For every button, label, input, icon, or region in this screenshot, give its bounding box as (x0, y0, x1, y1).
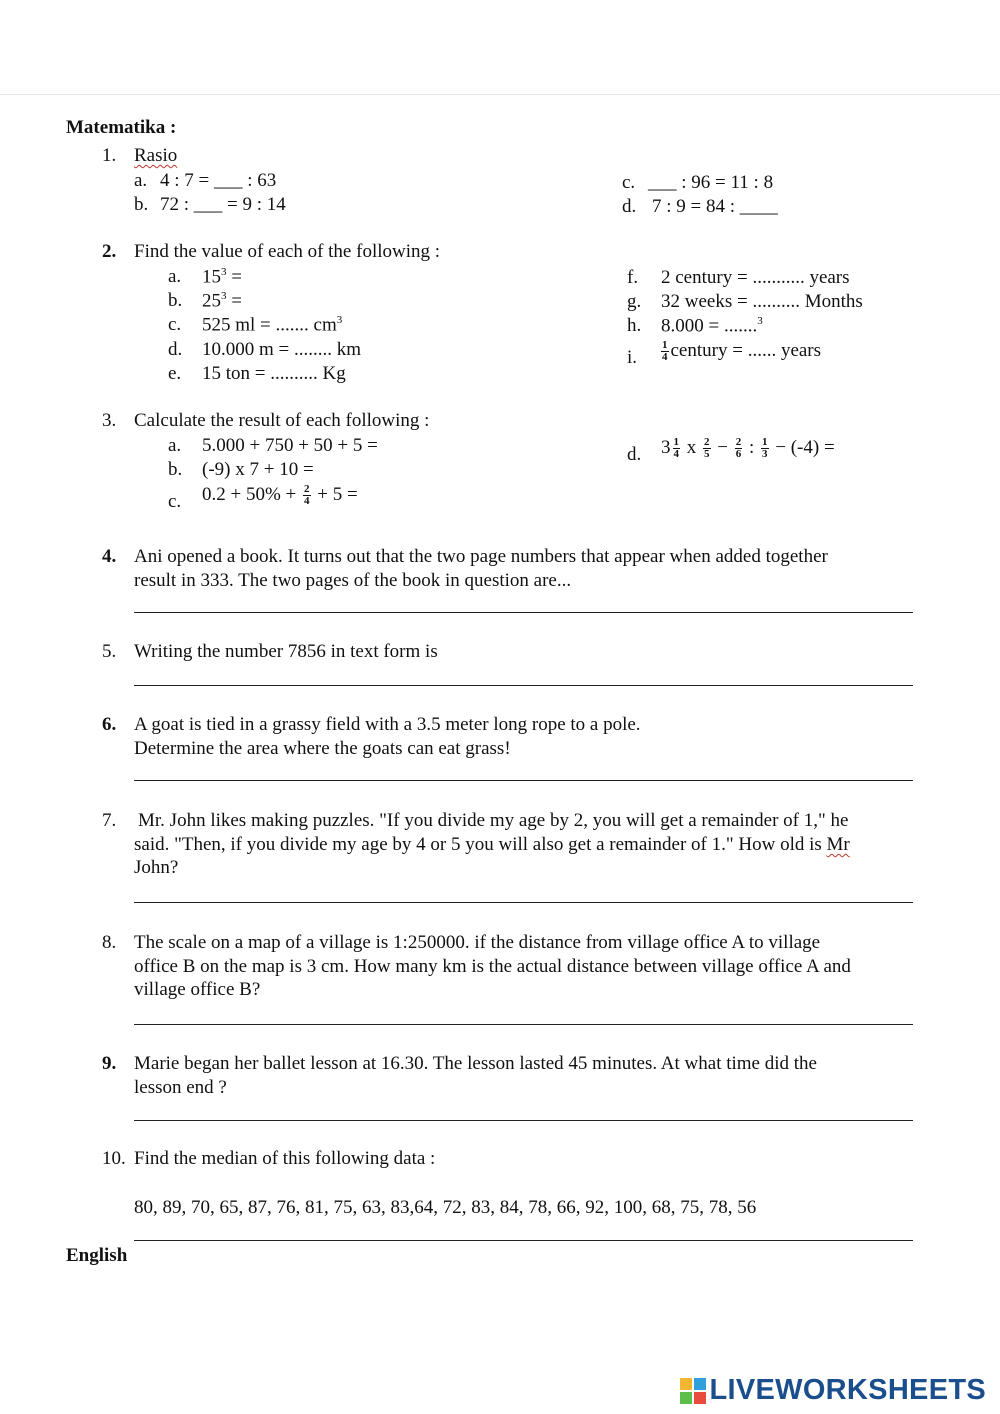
q3d-tail: − (-4) = (770, 437, 835, 458)
q2b-label: b. (168, 290, 183, 311)
q3b-text: (-9) x 7 + 10 = (202, 459, 314, 480)
q2c-exp: 3 (336, 314, 343, 326)
q2i-text: century = ...... years (670, 340, 822, 361)
q6-line2: Determine the area where the goats can eat grass! (134, 738, 511, 759)
q2e-text: 15 ton = .......... Kg (202, 363, 346, 384)
q7-line2-misspelled: Mr (826, 834, 850, 855)
q1a-expression (160, 170, 276, 192)
liveworksheets-wordmark: LIVEWORKSHEETS (709, 1374, 986, 1406)
q9-number: 9. (102, 1053, 117, 1074)
q8-line2: office B on the map is 3 cm. How many km is the actual distance between village office A and (134, 956, 851, 977)
q1d-left: 7 : 9 = 84 : (652, 196, 740, 217)
q1c-blank[interactable]: ___ (648, 172, 677, 193)
q3c-label: c. (168, 491, 182, 512)
q2a-expression (202, 266, 242, 288)
q10-data: 80, 89, 70, 65, 87, 76, 81, 75, 63, 83,64, 72, 83, 84, 78, 66, 92, 100, 68, 75, 78, 56 (134, 1197, 757, 1218)
q3d-fraction-2: $\frac{2}{5}$ (704, 436, 710, 461)
q3d-op2: − (712, 437, 733, 458)
q7-number: 7. (102, 810, 117, 831)
q1-number: 1. (102, 145, 117, 166)
q3a-label: a. (168, 435, 182, 456)
q6-answer-line[interactable] (134, 780, 913, 781)
q2a-base: 15 (202, 266, 221, 288)
q2i-fraction: $\frac{1}{4}$ (662, 339, 668, 364)
q3c-pre: 0.2 + 50% + (202, 484, 302, 505)
q9-line2: lesson end ? (134, 1077, 227, 1098)
q2e-label: e. (168, 363, 182, 384)
q9-line1: Marie began her ballet lesson at 16.30. The lesson lasted 45 minutes. At what time did the (134, 1053, 817, 1074)
q3c-fraction: $\frac{2}{4}$ (304, 483, 310, 508)
q10-number: 10. (102, 1148, 126, 1169)
q8-line3: village office B? (134, 979, 261, 1000)
q2a-exp: 3 (221, 266, 227, 278)
q4-line1: Ani opened a book. It turns out that the two page numbers that appear when added together (134, 546, 828, 567)
q2a-tail: = (226, 266, 242, 288)
q2i-expression (659, 340, 821, 363)
top-bar (0, 0, 1000, 95)
q2b-base: 25 (202, 290, 221, 312)
q1b-label: b. (134, 194, 149, 215)
q5-line1: Writing the number 7856 in text form is (134, 641, 438, 662)
q3d-op3: : (744, 437, 759, 458)
q2h-expression (661, 315, 763, 337)
q10-prompt: Find the median of this following data : (134, 1148, 436, 1169)
q3d-fraction-1: $\frac{1}{4}$ (673, 436, 679, 461)
q2d-label: d. (168, 339, 183, 360)
q2c-expression (202, 314, 342, 336)
q1a-left: 4 : 7 = (160, 170, 214, 191)
q1a-right: : 63 (242, 170, 277, 191)
q2d-text: 10.000 m = ........ km (202, 339, 362, 360)
q1b-right: = 9 : 14 (222, 194, 286, 215)
q2f-text: 2 century = ........... years (661, 267, 850, 288)
q4-line2: result in 333. The two pages of the book in question are... (134, 570, 572, 591)
q6-line1: A goat is tied in a grassy field with a 3.5 meter long rope to a pole. (134, 714, 641, 735)
q5-number: 5. (102, 641, 117, 662)
q8-line1: The scale on a map of a village is 1:250000. if the distance from village office A to village (134, 932, 821, 953)
q2c-text: 525 ml = ....... cm (202, 314, 337, 336)
q2h-exp: 3 (757, 315, 763, 327)
english-heading: English (66, 1245, 128, 1266)
q2-number: 2. (102, 241, 117, 262)
liveworksheets-logo[interactable] (680, 1374, 987, 1407)
q2b-exp: 3 (221, 290, 227, 302)
q2b-tail: = (226, 290, 242, 312)
q3d-op1: x (682, 437, 701, 458)
q2h-label: h. (627, 315, 642, 336)
q2g-label: g. (627, 291, 642, 312)
q4-number: 4. (102, 546, 117, 567)
q3-number: 3. (102, 410, 117, 431)
q8-answer-line[interactable] (134, 1024, 913, 1025)
q1c-expression (648, 172, 773, 194)
q2a-label: a. (168, 266, 182, 287)
q3d-whole: 3 (661, 437, 671, 458)
q1b-expression (160, 194, 286, 216)
q3d-fraction-4: $\frac{1}{3}$ (762, 436, 768, 461)
q4-answer-line[interactable] (134, 612, 913, 613)
q1b-blank[interactable]: ___ (193, 194, 223, 215)
q2g-text: 32 weeks = .......... Months (661, 291, 863, 312)
q1a-blank[interactable]: ___ (214, 170, 243, 191)
q9-answer-line[interactable] (134, 1120, 913, 1121)
q1d-label: d. (622, 196, 637, 217)
subject-heading: Matematika : (66, 117, 177, 138)
q7-line2 (134, 834, 850, 856)
q8-number: 8. (102, 932, 117, 953)
q1a-label: a. (134, 170, 148, 191)
q1-title: Rasio (134, 145, 178, 166)
q7-line3: John? (134, 857, 179, 878)
q3b-label: b. (168, 459, 183, 480)
q3d-expression (661, 437, 835, 460)
q3d-label: d. (627, 444, 642, 465)
liveworksheets-icon (680, 1378, 706, 1404)
q5-answer-line[interactable] (134, 685, 913, 686)
q10-answer-line[interactable] (134, 1240, 913, 1241)
q7-answer-line[interactable] (134, 902, 913, 903)
q1c-right: : 96 = 11 : 8 (676, 172, 774, 193)
q3-prompt: Calculate the result of each following : (134, 410, 430, 431)
q3a-text: 5.000 + 750 + 50 + 5 = (202, 435, 378, 456)
q1d-blank[interactable]: ____ (739, 196, 778, 217)
q1b-left: 72 : (160, 194, 194, 215)
q2i-label: i. (627, 347, 638, 368)
q3c-expression (202, 484, 358, 507)
q6-number: 6. (102, 714, 117, 735)
q3d-fraction-3: $\frac{2}{6}$ (735, 436, 742, 461)
q1c-label: c. (622, 172, 636, 193)
q2c-label: c. (168, 314, 182, 335)
q1d-expression (652, 196, 778, 218)
q2h-text: 8.000 = ....... (661, 315, 758, 337)
q7-line2-text: said. "Then, if you divide my age by 4 or 5 you will also get a remainder of 1." How old is (134, 834, 827, 855)
q3c-post: + 5 = (312, 484, 358, 505)
q2f-label: f. (627, 267, 639, 288)
q2b-expression (202, 290, 242, 312)
q2-prompt: Find the value of each of the following : (134, 241, 441, 262)
q7-line1: Mr. John likes making puzzles. "If you divide my age by 2, you will get a remainder of 1," he (138, 810, 849, 831)
